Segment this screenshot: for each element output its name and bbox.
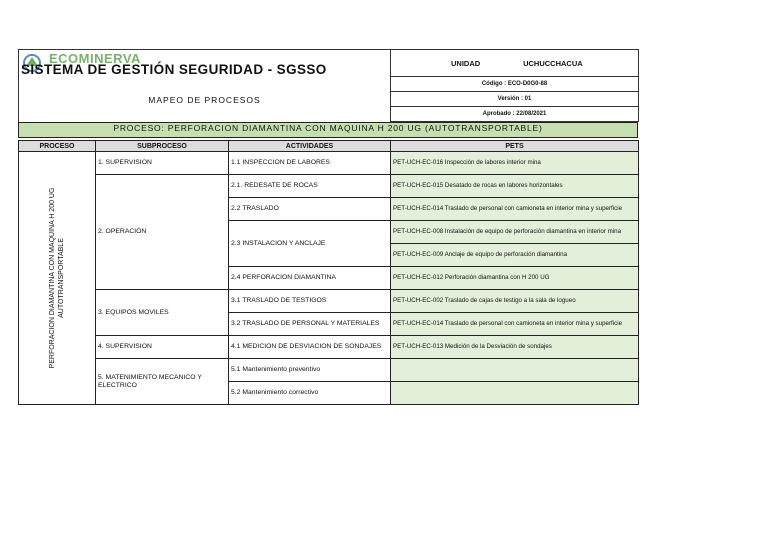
- activity-cell: 3.1 TRASLADO DE TESTIGOS: [229, 290, 391, 313]
- column-header: PETS: [391, 141, 639, 152]
- logo-text: ECOMINERVA: [49, 51, 141, 66]
- table-header-row: [19, 141, 639, 152]
- table-row: [19, 336, 639, 359]
- activity-cell: 3.2 TRASLADO DE PERSONAL Y MATERIALES: [229, 313, 391, 336]
- pets-cell: [391, 382, 639, 405]
- pets-cell: PET-UCH-EC-015 Desatado de rocas en labores horizontales: [391, 175, 639, 198]
- document-sheet: [18, 49, 638, 405]
- pets-cell: PET-UCH-EC-013 Medición de la Desviación de sondajes: [391, 336, 639, 359]
- pets-cell: PET-UCH-EC-009 Anclaje de equipo de perforación diamantina: [391, 244, 639, 267]
- pets-cell: PET-UCH-EC-002 Traslado de cajas de testigo a la sala de logueo: [391, 290, 639, 313]
- activity-cell: 2.1. REDESATE DE ROCAS: [229, 175, 391, 198]
- pets-cell: PET-UCH-EC-008 Instalación de equipo de perforación diamantina en interior mina: [391, 221, 639, 244]
- table-row: [19, 290, 639, 313]
- document-subtitle: MAPEO DE PROCESOS: [148, 95, 261, 105]
- title-block: [19, 50, 391, 122]
- activity-cell: 5.2 Mantenimiento correctivo: [229, 382, 391, 405]
- subprocess-cell: 1. SUPERVISION: [96, 152, 229, 175]
- approval-date: Aprobado : 22/08/2021: [391, 107, 639, 122]
- pets-cell: [391, 359, 639, 382]
- unit-cell: [391, 50, 639, 77]
- process-title-bar: PROCESO: PERFORACION DIAMANTINA CON MAQUINA H 200 UG (AUTOTRANSPORTABLE): [18, 122, 638, 138]
- process-cell: [19, 152, 96, 405]
- subprocess-cell: 3. EQUIPOS MOVILES: [96, 290, 229, 336]
- table-row: [19, 175, 639, 198]
- process-map-table: [18, 140, 639, 405]
- activity-cell: 5.1 Mantenimiento preventivo: [229, 359, 391, 382]
- column-header: SUBPROCESO: [96, 141, 229, 152]
- header-table: [18, 49, 639, 122]
- pets-cell: PET-UCH-EC-014 Traslado de personal con camioneta en interior mina y superficie: [391, 198, 639, 221]
- subprocess-cell: 5. MATENIMIENTO MECANICO Y ELECTRICO: [96, 359, 229, 405]
- unit-label: UNIDAD: [451, 58, 481, 68]
- subprocess-cell: 4. SUPERVISION: [96, 336, 229, 359]
- activity-cell: 2.2 TRASLADO: [229, 198, 391, 221]
- column-header: ACTIVIDADES: [229, 141, 391, 152]
- activity-cell: 2.4 PERFORACION DIAMANTINA: [229, 267, 391, 290]
- system-title: SISTEMA DE GESTIÓN SEGURIDAD - SGSSO: [21, 62, 327, 77]
- pets-cell: PET-UCH-EC-016 Inspección de labores interior mina: [391, 152, 639, 175]
- table-row: [19, 359, 639, 382]
- table-row: [19, 152, 639, 175]
- activity-cell: 1.1 INSPECCION DE LABORES: [229, 152, 391, 175]
- pets-cell: PET-UCH-EC-014 Traslado de personal con camioneta en interior mina y superficie: [391, 313, 639, 336]
- process-name-vertical: PERFORACION DIAMANTINA CON MAQUINA H 200 UG AUTOTRANSPORTABLE: [49, 187, 65, 369]
- pets-cell: PET-UCH-EC-012 Perforación diamantina con H 200 UG: [391, 267, 639, 290]
- document-code: Código : ECO-D0G0-88: [391, 77, 639, 92]
- column-header: PROCESO: [19, 141, 96, 152]
- activity-cell: 4.1 MEDICION DE DESVIACION DE SONDAJES: [229, 336, 391, 359]
- document-version: Versión : 01: [391, 92, 639, 107]
- subprocess-cell: 2. OPERACIÓN: [96, 175, 229, 290]
- activity-cell: 2.3 INSTALACION Y ANCLAJE: [229, 221, 391, 267]
- unit-value: UCHUCCHACUA: [523, 58, 583, 68]
